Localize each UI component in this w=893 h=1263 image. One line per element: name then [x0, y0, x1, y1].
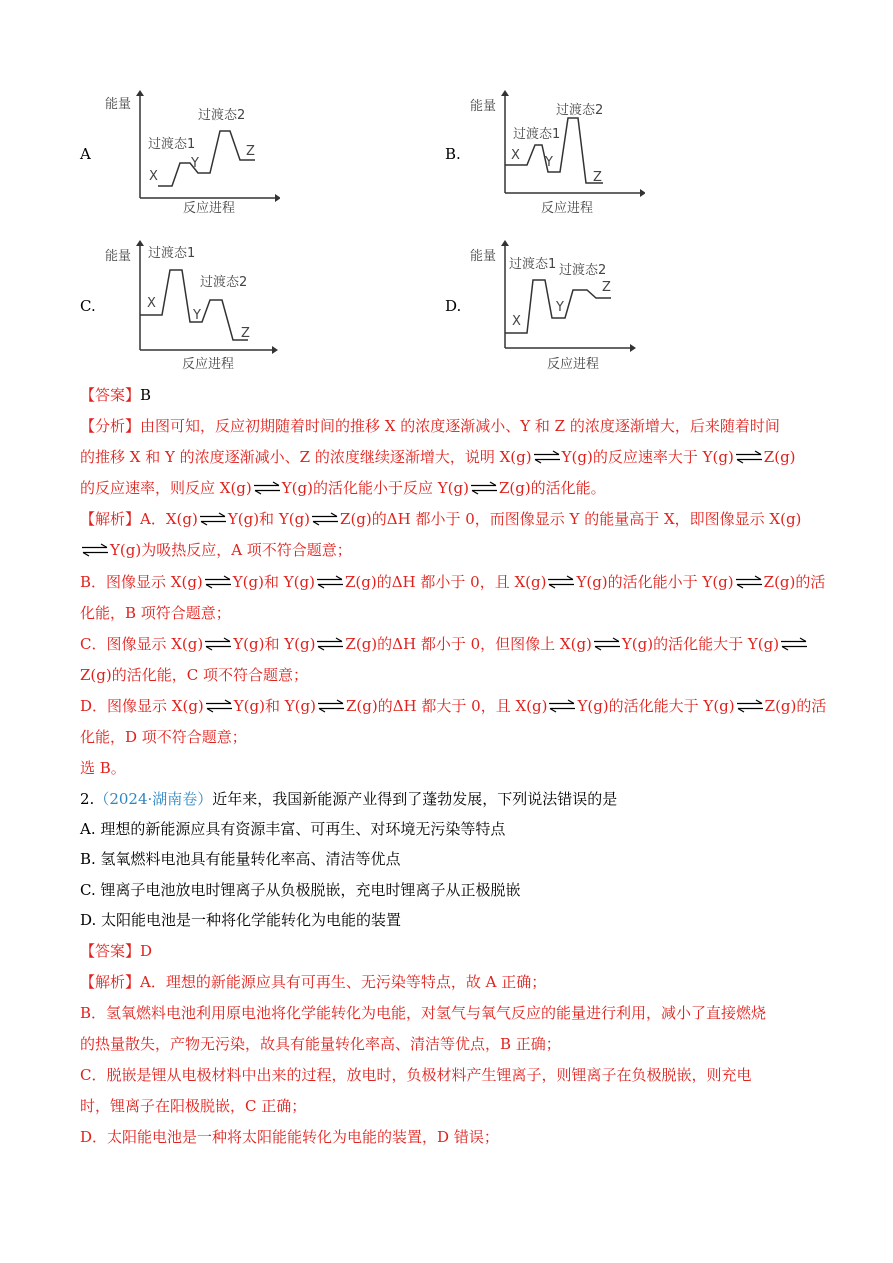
q2-explain-line-3: 的热量散失，产物无污染，故具有能量转化率高、清洁等优点，B 正确；: [80, 1035, 561, 1053]
answer-value: D: [140, 942, 153, 960]
q2-explain-line-6: D．太阳能电池是一种将太阳能能转化为电能的装置，D 错误；: [80, 1128, 499, 1146]
x-species-label: X: [149, 169, 158, 184]
equilibrium-arrow-icon: [546, 575, 576, 589]
x-axis-label: 反应进程: [183, 201, 236, 216]
y-axis-label: 能量: [470, 249, 497, 264]
y-species-label: Y: [193, 308, 201, 323]
answer-tag: 【答案】: [80, 386, 141, 404]
option-d-label: D.: [445, 297, 462, 315]
option-b-label: B.: [445, 145, 461, 163]
q1-explain-a-line-1: [80, 509, 801, 529]
q2-option-c: C. 锂离子电池放电时锂离子从负极脱嵌，充电时锂离子从正极脱嵌: [80, 881, 521, 899]
question-stem: 近年来，我国新能源产业得到了蓬勃发展，下列说法错误的是: [212, 790, 618, 808]
q1-explain-d-line-1: [80, 696, 826, 716]
ts1-label: 过渡态1: [148, 137, 196, 152]
explain-tag: 【解析】: [80, 510, 141, 528]
explain-text: D．图像显示 X(g): [80, 697, 204, 715]
x-species-label: X: [512, 314, 521, 329]
analysis-text: 的推移 X 和 Y 的浓度逐渐减小、Z 的浓度继续逐渐增大，说明 X(g): [80, 448, 532, 466]
explain-text: Z(g)的ΔH 都小于 0，且 X(g): [344, 573, 547, 591]
x-axis-label: 反应进程: [182, 357, 235, 372]
equilibrium-arrow-icon: [252, 481, 282, 495]
q2-explain-line-4: C．脱嵌是锂从电极材料中出来的过程，放电时，负极材料产生锂离子，则锂离子在负极脱嵌，则充电: [80, 1066, 752, 1084]
y-species-label: Y: [545, 155, 553, 170]
choose-text: 选 B。: [80, 759, 126, 777]
equilibrium-arrow-icon: [315, 637, 345, 651]
ts2-label: 过渡态2: [200, 275, 248, 290]
z-species-label: Z: [593, 170, 602, 185]
explain-text: Y(g)和 Y(g): [233, 635, 316, 653]
q1-analysis-line-3: [80, 478, 606, 498]
equilibrium-arrow-icon: [315, 575, 345, 589]
ts2-label: 过渡态2: [198, 108, 246, 123]
explain-text: A．X(g): [140, 510, 198, 528]
q1-answer-line: [80, 385, 151, 405]
q1-explain-c-line-1: [80, 634, 809, 654]
q2-explain-line-1: [80, 972, 546, 992]
q1-explain-c-line-2: [80, 665, 308, 685]
explain-text: Y(g)和 Y(g): [227, 510, 311, 528]
q1-analysis-line-2: [80, 447, 796, 467]
z-species-label: Z: [241, 326, 250, 341]
explain-text: Z(g)的活化能，C 项不符合题意；: [80, 666, 308, 684]
q2-option-d: D. 太阳能电池是一种将化学能转化为电能的装置: [80, 911, 402, 929]
explain-text: A．理想的新能源应具有可再生、无污染等特点，故 A 正确；: [140, 973, 547, 991]
analysis-tag: 【分析】: [80, 417, 141, 435]
equilibrium-arrow-icon: [316, 699, 346, 713]
explain-text: C．图像显示 X(g): [80, 635, 204, 653]
q2-option-a: A. 理想的新能源应具有资源丰富、可再生、对环境无污染等特点: [80, 820, 506, 838]
equilibrium-arrow-icon: [198, 512, 228, 526]
explain-text: Y(g)和 Y(g): [233, 697, 316, 715]
equilibrium-arrow-icon: [547, 699, 577, 713]
explain-text: Y(g)的活化能小于 Y(g): [576, 573, 734, 591]
explain-tag: 【解析】: [80, 973, 141, 991]
analysis-text: Z(g)的活化能。: [498, 479, 606, 497]
energy-diagram-b: [465, 88, 645, 223]
ts1-label: 过渡态1: [509, 257, 557, 272]
explain-text: Z(g)的活: [764, 697, 827, 715]
equilibrium-arrow-icon: [735, 699, 765, 713]
q2-explain-line-2: B．氢氧燃料电池利用原电池将化学能转化为电能，对氢气与氧气反应的能量进行利用，减小了直接燃烧: [80, 1004, 767, 1022]
z-species-label: Z: [602, 280, 611, 295]
y-axis-label: 能量: [470, 99, 497, 114]
question-number: 2.: [80, 790, 95, 808]
explain-text: 化能，D 项不符合题意；: [80, 728, 247, 746]
explain-text: Z(g)的ΔH 都大于 0，且 X(g): [345, 697, 548, 715]
z-species-label: Z: [246, 144, 255, 159]
explain-text: B．图像显示 X(g): [80, 573, 203, 591]
q1-choose-line: [80, 758, 126, 778]
energy-diagram-a: [100, 88, 280, 223]
analysis-text: 由图可知，反应初期随着时间的推移 X 的浓度逐渐减小、Y 和 Z 的浓度逐渐增大，后来随着时间: [140, 417, 780, 435]
x-axis-label: 反应进程: [547, 357, 600, 372]
q2-answer-line: [80, 941, 152, 961]
analysis-text: Z(g): [763, 448, 796, 466]
explain-text: Z(g)的ΔH 都小于 0，而图像显示 Y 的能量高于 X，即图像显示 X(g): [340, 510, 802, 528]
equilibrium-arrow-icon: [310, 512, 340, 526]
x-species-label: X: [147, 296, 156, 311]
equilibrium-arrow-icon: [532, 450, 562, 464]
equilibrium-arrow-icon: [779, 637, 809, 651]
x-axis-label: 反应进程: [541, 201, 594, 216]
q2-explain-line-5: 时，锂离子在阳极脱嵌，C 正确；: [80, 1097, 307, 1115]
explain-text: Z(g)的活: [763, 573, 826, 591]
y-axis-label: 能量: [105, 249, 132, 264]
q2-stem: [80, 789, 617, 809]
energy-diagram-c: [100, 240, 280, 375]
explain-text: Z(g)的ΔH 都小于 0，但图像上 X(g): [345, 635, 592, 653]
y-axis-label: 能量: [105, 97, 132, 112]
ts2-label: 过渡态2: [556, 103, 604, 118]
q1-explain-b-line-2: [80, 603, 231, 623]
explain-text: 化能，B 项符合题意；: [80, 604, 231, 622]
q1-explain-b-line-1: [80, 572, 825, 592]
q1-explain-d-line-2: [80, 727, 247, 747]
ts1-label: 过渡态1: [513, 127, 561, 142]
q1-analysis-line-1: [80, 416, 780, 436]
equilibrium-arrow-icon: [80, 543, 110, 557]
equilibrium-arrow-icon: [204, 699, 234, 713]
energy-diagram-d: [465, 240, 645, 375]
answer-value: B: [140, 386, 152, 404]
equilibrium-arrow-icon: [203, 637, 233, 651]
y-species-label: Y: [556, 300, 564, 315]
equilibrium-arrow-icon: [592, 637, 622, 651]
explain-text: Y(g)和 Y(g): [232, 573, 315, 591]
x-species-label: X: [511, 148, 520, 163]
explain-text: Y(g)为吸热反应，A 项不符合题意；: [110, 541, 352, 559]
explain-text: Y(g)的活化能大于 Y(g): [621, 635, 780, 653]
analysis-text: Y(g)的活化能小于反应 Y(g): [281, 479, 469, 497]
q2-option-b: B. 氢氧燃料电池具有能量转化率高、清洁等优点: [80, 850, 401, 868]
equilibrium-arrow-icon: [734, 450, 764, 464]
equilibrium-arrow-icon: [203, 575, 233, 589]
answer-tag: 【答案】: [80, 942, 141, 960]
option-c-label: C.: [80, 297, 96, 315]
equilibrium-arrow-icon: [469, 481, 499, 495]
explain-text: Y(g)的活化能大于 Y(g): [577, 697, 735, 715]
analysis-text: Y(g)的反应速率大于 Y(g): [561, 448, 734, 466]
equilibrium-arrow-icon: [734, 575, 764, 589]
y-species-label: Y: [191, 156, 199, 171]
q1-explain-a-line-2: [80, 540, 352, 560]
option-a-label: A: [80, 145, 91, 163]
question-source: （2024·湖南卷）: [94, 790, 213, 808]
ts1-label: 过渡态1: [148, 246, 196, 261]
analysis-text: 的反应速率，则反应 X(g): [80, 479, 252, 497]
ts2-label: 过渡态2: [559, 263, 607, 278]
